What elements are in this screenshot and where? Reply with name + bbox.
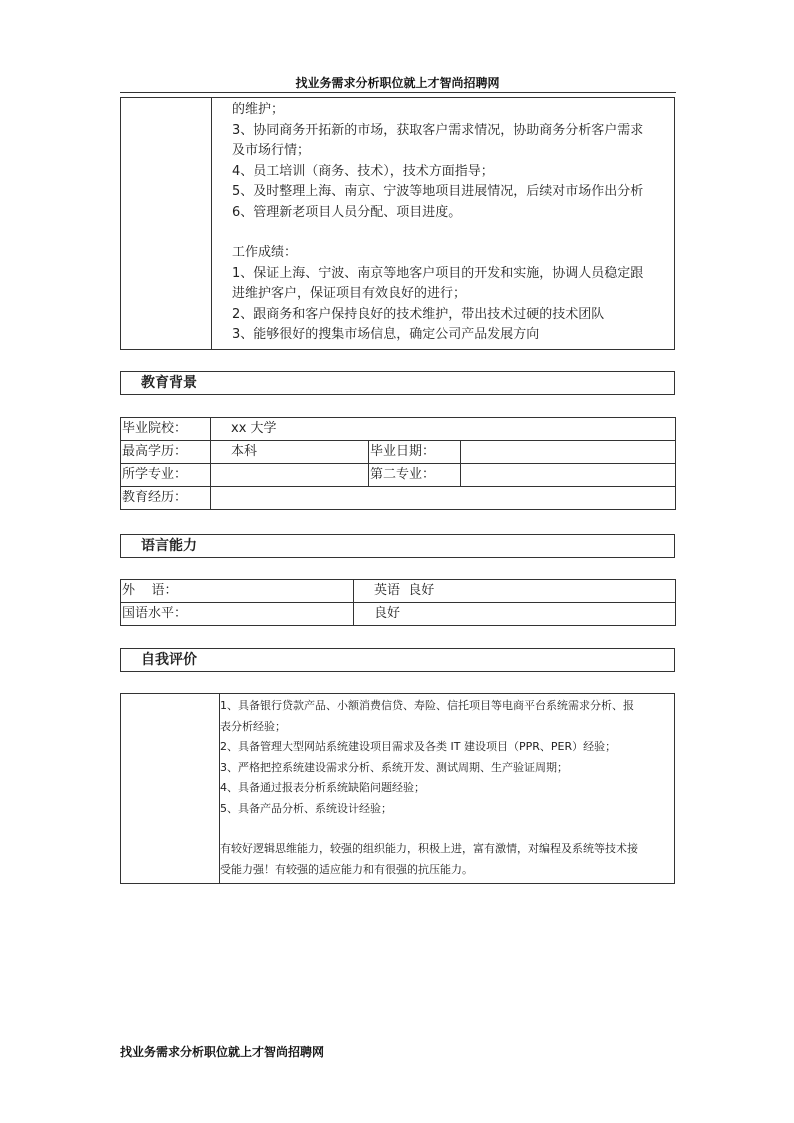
work-experience-table — [120, 97, 675, 350]
self-evaluation-section-header — [120, 648, 675, 672]
degree-value: 本科 — [211, 441, 369, 464]
self-evaluation-content-cell — [220, 694, 675, 884]
self-evaluation-line: 1、具备银行贷款产品、小额消费信贷、寿险、信托项目等电商平台系统需求分析、报 — [220, 699, 634, 712]
language-section-title: 语言能力 — [141, 538, 197, 554]
school-label: 毕业院校： — [121, 418, 211, 441]
achievement-line: 进维护客户，保证项目有效良好的进行； — [232, 286, 467, 301]
language-section-header — [120, 534, 675, 558]
self-evaluation-section-title: 自我评价 — [141, 652, 197, 668]
achievement-line: 2、跟商务和客户保持良好的技术维护，带出技术过硬的技术团队 — [232, 306, 605, 322]
language-table — [120, 579, 676, 626]
foreign-language-value: 英语 良好 — [354, 580, 676, 603]
grad-date-value — [461, 441, 676, 464]
duty-line: 4、员工培训（商务、技术），技术方面指导； — [232, 163, 494, 179]
self-evaluation-lines — [220, 694, 674, 880]
self-evaluation-table — [120, 693, 675, 884]
school-value: xx 大学 — [211, 418, 676, 441]
mandarin-label: 国语水平： — [121, 603, 354, 626]
major-value — [211, 464, 369, 487]
degree-label: 最高学历： — [121, 441, 211, 464]
duty-line: 5、及时整理上海、南京、宁波等地项目进展情况，后续对市场作出分析 — [232, 184, 644, 199]
page-header-title: 找业务需求分析职位就上才智尚招聘网 — [295, 76, 500, 90]
spacer — [220, 819, 674, 839]
work-lines — [212, 98, 674, 346]
education-history-label: 教育经历： — [121, 487, 211, 510]
self-evaluation-summary-line: 有较好逻辑思维能力，较强的组织能力，积极上进，富有激情，对编程及系统等技术接 — [220, 842, 638, 855]
education-section-title: 教育背景 — [141, 375, 197, 391]
achievement-line: 3、能够很好的搜集市场信息，确定公司产品发展方向 — [232, 327, 540, 342]
duty-line: 的维护； — [232, 102, 285, 117]
education-section-header — [120, 371, 675, 395]
achievements-title: 工作成绩： — [232, 245, 298, 260]
mandarin-value: 良好 — [354, 603, 676, 626]
work-content-cell — [212, 98, 675, 350]
work-left-cell — [121, 98, 212, 350]
self-evaluation-summary-line: 受能力强！有较强的适应能力和有很强的抗压能力。 — [220, 862, 473, 876]
foreign-language-label: 外 语： — [121, 580, 354, 603]
self-evaluation-line: 表分析经验； — [220, 719, 286, 733]
duty-line: 及市场行情； — [232, 143, 311, 158]
self-evaluation-left-cell — [121, 694, 220, 884]
duty-line: 3、协同商务开拓新的市场，获取客户需求情况，协助商务分析客户需求 — [232, 122, 644, 138]
spacer — [232, 223, 674, 243]
self-evaluation-line: 3、严格把控系统建设需求分析、系统开发、测试周期、生产验证周期； — [220, 760, 568, 774]
self-evaluation-line: 2、具备管理大型网站系统建设项目需求及各类 IT 建设项目（PPR、PER）经验； — [220, 740, 617, 753]
duty-line: 6、管理新老项目人员分配、项目进度。 — [232, 204, 462, 220]
second-major-value — [461, 464, 676, 487]
education-table — [120, 417, 676, 510]
education-history-value — [211, 487, 676, 510]
header-rule — [120, 92, 676, 93]
major-label: 所学专业： — [121, 464, 211, 487]
achievement-line: 1、保证上海、宁波、南京等地客户项目的开发和实施，协调人员稳定跟 — [232, 265, 644, 281]
page-footer: 找业务需求分析职位就上才智尚招聘网 — [120, 1045, 325, 1059]
self-evaluation-line: 5、具备产品分析、系统设计经验； — [220, 801, 392, 815]
second-major-label: 第二专业： — [369, 464, 461, 487]
grad-date-label: 毕业日期： — [369, 441, 461, 464]
self-evaluation-line: 4、具备通过报表分析系统缺陷问题经验； — [220, 781, 425, 794]
